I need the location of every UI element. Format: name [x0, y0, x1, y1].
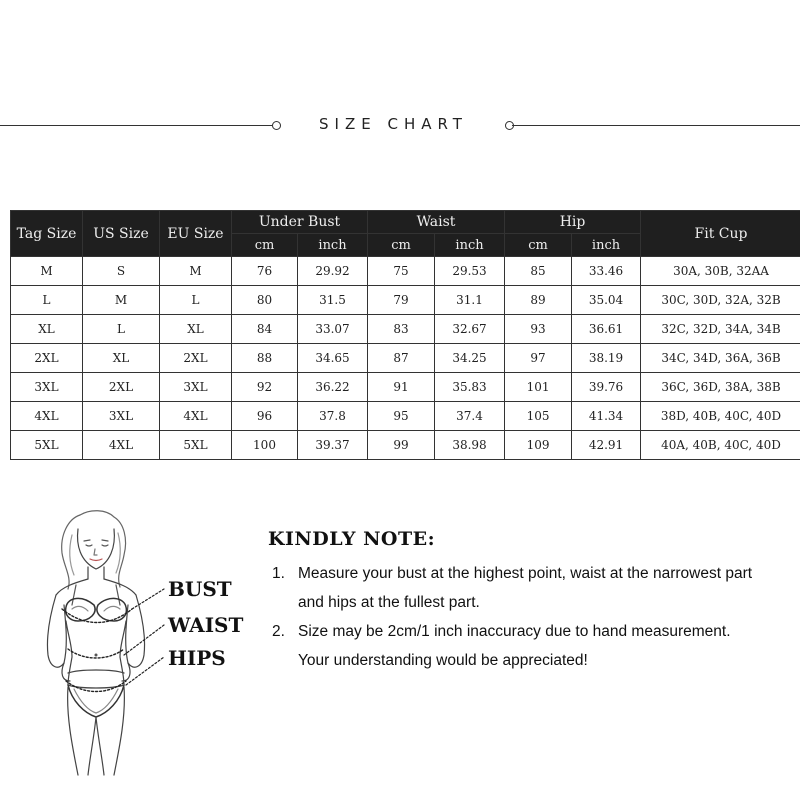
cell-hip-cm: 109 — [505, 431, 572, 460]
title-ornament-left — [272, 121, 281, 130]
cell-eu-size: 4XL — [160, 402, 232, 431]
waist-label: WAIST — [168, 613, 244, 637]
cell-hip-inch: 39.76 — [572, 373, 641, 402]
cell-waist-inch: 38.98 — [435, 431, 505, 460]
cell-under-bust-inch: 36.22 — [298, 373, 368, 402]
cell-under-bust-inch: 31.5 — [298, 286, 368, 315]
cell-under-bust-inch: 39.37 — [298, 431, 368, 460]
subheader-waist-inch: inch — [435, 234, 505, 257]
cell-hip-cm: 93 — [505, 315, 572, 344]
cell-waist-inch: 37.4 — [435, 402, 505, 431]
cell-fit-cup: 38D, 40B, 40C, 40D — [641, 402, 800, 431]
header-fit-cup: Fit Cup — [641, 211, 800, 257]
cell-hip-cm: 85 — [505, 257, 572, 286]
cell-eu-size: M — [160, 257, 232, 286]
cell-fit-cup: 30C, 30D, 32A, 32B — [641, 286, 800, 315]
cell-us-size: L — [83, 315, 160, 344]
cell-under-bust-cm: 100 — [232, 431, 298, 460]
cell-fit-cup: 30A, 30B, 32AA — [641, 257, 800, 286]
cell-eu-size: XL — [160, 315, 232, 344]
cell-waist-inch: 35.83 — [435, 373, 505, 402]
cell-under-bust-cm: 76 — [232, 257, 298, 286]
cell-waist-cm: 99 — [368, 431, 435, 460]
cell-tag-size: 2XL — [11, 344, 83, 373]
subheader-under-bust-cm: cm — [232, 234, 298, 257]
table-row — [11, 373, 800, 402]
cell-eu-size: 2XL — [160, 344, 232, 373]
cell-hip-inch: 38.19 — [572, 344, 641, 373]
header-eu-size: EU Size — [160, 211, 232, 257]
header-us-size: US Size — [83, 211, 160, 257]
cell-eu-size: 3XL — [160, 373, 232, 402]
size-table — [10, 210, 800, 460]
cell-under-bust-cm: 80 — [232, 286, 298, 315]
title-divider-left — [0, 125, 272, 126]
cell-us-size: 4XL — [83, 431, 160, 460]
table-row — [11, 315, 800, 344]
cell-hip-inch: 35.04 — [572, 286, 641, 315]
cell-under-bust-inch: 29.92 — [298, 257, 368, 286]
cell-hip-cm: 101 — [505, 373, 572, 402]
kindly-note-heading: KINDLY NOTE: — [268, 528, 436, 550]
cell-waist-cm: 79 — [368, 286, 435, 315]
hips-label: HIPS — [168, 646, 226, 670]
subheader-waist-cm: cm — [368, 234, 435, 257]
cell-under-bust-inch: 34.65 — [298, 344, 368, 373]
cell-us-size: 2XL — [83, 373, 160, 402]
header-hip: Hip — [505, 211, 641, 234]
cell-waist-cm: 91 — [368, 373, 435, 402]
note-item-1-line-1: Measure your bust at the highest point, waist at the narrowest part — [298, 565, 753, 582]
cell-fit-cup: 32C, 32D, 34A, 34B — [641, 315, 800, 344]
cell-hip-inch: 41.34 — [572, 402, 641, 431]
table-header — [11, 211, 800, 257]
header-waist: Waist — [368, 211, 505, 234]
cell-tag-size: 4XL — [11, 402, 83, 431]
cell-hip-inch: 36.61 — [572, 315, 641, 344]
cell-waist-cm: 87 — [368, 344, 435, 373]
cell-waist-inch: 31.1 — [435, 286, 505, 315]
cell-us-size: S — [83, 257, 160, 286]
cell-tag-size: L — [11, 286, 83, 315]
table-row — [11, 431, 800, 460]
cell-tag-size: 5XL — [11, 431, 83, 460]
note-item-1-line-2: and hips at the fullest part. — [298, 594, 480, 611]
table-row — [11, 344, 800, 373]
cell-us-size: M — [83, 286, 160, 315]
subheader-under-bust-inch: inch — [298, 234, 368, 257]
cell-waist-inch: 29.53 — [435, 257, 505, 286]
cell-tag-size: M — [11, 257, 83, 286]
table-body — [11, 257, 800, 460]
cell-under-bust-cm: 96 — [232, 402, 298, 431]
note-item-2-line-2: Your understanding would be appreciated! — [298, 652, 588, 669]
cell-hip-cm: 105 — [505, 402, 572, 431]
cell-fit-cup: 36C, 36D, 38A, 38B — [641, 373, 800, 402]
cell-hip-cm: 89 — [505, 286, 572, 315]
subheader-hip-inch: inch — [572, 234, 641, 257]
cell-fit-cup: 34C, 34D, 36A, 36B — [641, 344, 800, 373]
size-chart-title-bar — [0, 112, 800, 140]
cell-tag-size: XL — [11, 315, 83, 344]
title-divider-right — [512, 125, 800, 126]
cell-under-bust-cm: 88 — [232, 344, 298, 373]
header-tag-size: Tag Size — [11, 211, 83, 257]
cell-under-bust-cm: 84 — [232, 315, 298, 344]
header-under-bust: Under Bust — [232, 211, 368, 234]
cell-eu-size: 5XL — [160, 431, 232, 460]
cell-tag-size: 3XL — [11, 373, 83, 402]
note-item-2-number: 2. — [272, 623, 285, 640]
cell-waist-inch: 32.67 — [435, 315, 505, 344]
table-row — [11, 402, 800, 431]
cell-waist-cm: 75 — [368, 257, 435, 286]
cell-under-bust-inch: 37.8 — [298, 402, 368, 431]
cell-waist-cm: 83 — [368, 315, 435, 344]
subheader-hip-cm: cm — [505, 234, 572, 257]
cell-hip-inch: 42.91 — [572, 431, 641, 460]
measurement-figure — [28, 505, 253, 795]
cell-waist-inch: 34.25 — [435, 344, 505, 373]
cell-hip-cm: 97 — [505, 344, 572, 373]
cell-under-bust-inch: 33.07 — [298, 315, 368, 344]
table-row — [11, 286, 800, 315]
bust-label: BUST — [168, 577, 232, 601]
cell-waist-cm: 95 — [368, 402, 435, 431]
cell-under-bust-cm: 92 — [232, 373, 298, 402]
cell-us-size: 3XL — [83, 402, 160, 431]
cell-hip-inch: 33.46 — [572, 257, 641, 286]
table-row — [11, 257, 800, 286]
cell-eu-size: L — [160, 286, 232, 315]
cell-fit-cup: 40A, 40B, 40C, 40D — [641, 431, 800, 460]
note-item-1-number: 1. — [272, 565, 285, 582]
note-item-2-line-1: Size may be 2cm/1 inch inaccuracy due to hand measurement. — [298, 623, 731, 640]
page-title: SIZE CHART — [319, 115, 468, 133]
cell-us-size: XL — [83, 344, 160, 373]
